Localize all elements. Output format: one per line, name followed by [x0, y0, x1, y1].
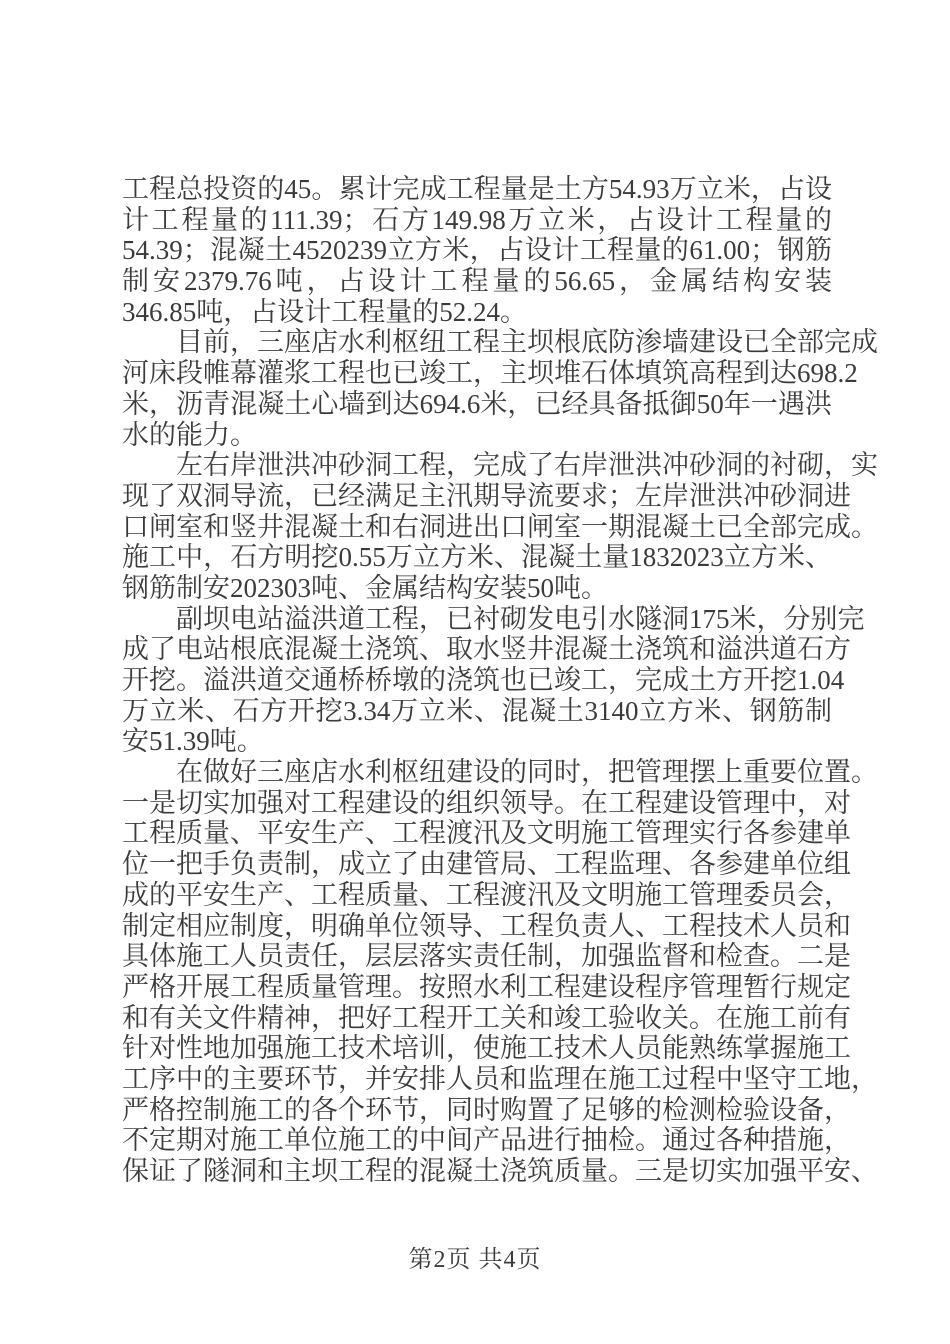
text-line: 针对性地加强施工技术培训，使施工技术人员能熟练掌握施工 [122, 1033, 851, 1064]
text-line: 严格开展工程质量管理。按照水利工程建设程序管理暂行规定 [122, 971, 851, 1002]
text-line: 和有关文件精神，把好工程开工关和竣工验收关。在施工前有 [122, 1002, 851, 1033]
text-line: 工序中的主要环节，并安排人员和监理在施工过程中坚守工地， [122, 1063, 878, 1094]
text-line: 工程质量、平安生产、工程渡汛及文明施工管理实行各参建单 [122, 818, 851, 849]
text-line: 一是切实加强对工程建设的组织领导。在工程建设管理中，对 [122, 787, 851, 818]
page-footer [0, 1244, 950, 1276]
text-line: 计工程量的111.39；石方149.98万立米，占设计工程量的 [122, 204, 832, 235]
text-line: 54.39；混凝土4520239立方米，占设计工程量的61.00；钢筋 [122, 235, 832, 266]
text-line: 目前，三座店水利枢纽工程主坝根底防渗墙建设已全部完成 [176, 327, 878, 358]
text-line: 万立米、石方开挖3.34万立米、混凝土3140立方米、钢筋制 [122, 695, 832, 726]
text-line: 位一把手负责制，成立了由建管局、工程监理、各参建单位组 [122, 849, 851, 880]
text-line: 成了电站根底混凝土浇筑、取水竖井混凝土浇筑和溢洪道石方 [122, 634, 851, 665]
text-line: 河床段帷幕灌浆工程也已竣工，主坝堆石体填筑高程到达698.2 [122, 358, 858, 389]
text-line: 严格控制施工的各个环节，同时购置了足够的检测检验设备， [122, 1094, 851, 1125]
text-line: 水的能力。 [122, 419, 257, 450]
text-line: 副坝电站溢洪道工程，已衬砌发电引水隧洞175米，分别完 [176, 603, 865, 634]
page-number-label: 第2页 共4页 [408, 1247, 542, 1273]
text-line: 米，沥青混凝土心墙到达694.6米，已经具备抵御50年一遇洪 [122, 388, 832, 419]
text-line: 施工中，石方明挖0.55万立方米、混凝土量1832023立方米、 [122, 542, 832, 573]
text-line: 口闸室和竖井混凝土和右洞进出口闸室一期混凝土已全部完成。 [122, 511, 878, 542]
text-line: 制定相应制度，明确单位领导、工程负责人、工程技术人员和 [122, 910, 851, 941]
text-line: 现了双洞导流，已经满足主汛期导流要求；左岸泄洪冲砂洞进 [122, 480, 851, 511]
text-line: 钢筋制安202303吨、金属结构安装50吨。 [122, 572, 608, 603]
text-line: 保证了隧洞和主坝工程的混凝土浇筑质量。三是切实加强平安、 [122, 1156, 878, 1186]
document-body [122, 174, 878, 1187]
text-line: 左右岸泄洪冲砂洞工程，完成了右岸泄洪冲砂洞的衬砌，实 [176, 450, 878, 481]
text-line: 在做好三座店水利枢纽建设的同时，把管理摆上重要位置。 [176, 757, 878, 788]
text-line: 开挖。溢洪道交通桥桥墩的浇筑也已竣工，完成土方开挖1.04 [122, 665, 845, 695]
text-line: 制安2379.76吨，占设计工程量的56.65，金属结构安装 [122, 266, 832, 297]
text-line: 具体施工人员责任，层层落实责任制，加强监督和检查。二是 [122, 941, 851, 972]
text-line: 工程总投资的45。累计完成工程量是土方54.93万立米，占设 [122, 174, 832, 204]
text-line: 安51.39吨。 [122, 726, 264, 757]
text-line: 成的平安生产、工程质量、工程渡汛及文明施工管理委员会， [122, 879, 851, 910]
text-line: 346.85吨，占设计工程量的52.24。 [122, 296, 527, 327]
text-line: 不定期对施工单位施工的中间产品进行抽检。通过各种措施， [122, 1125, 851, 1156]
